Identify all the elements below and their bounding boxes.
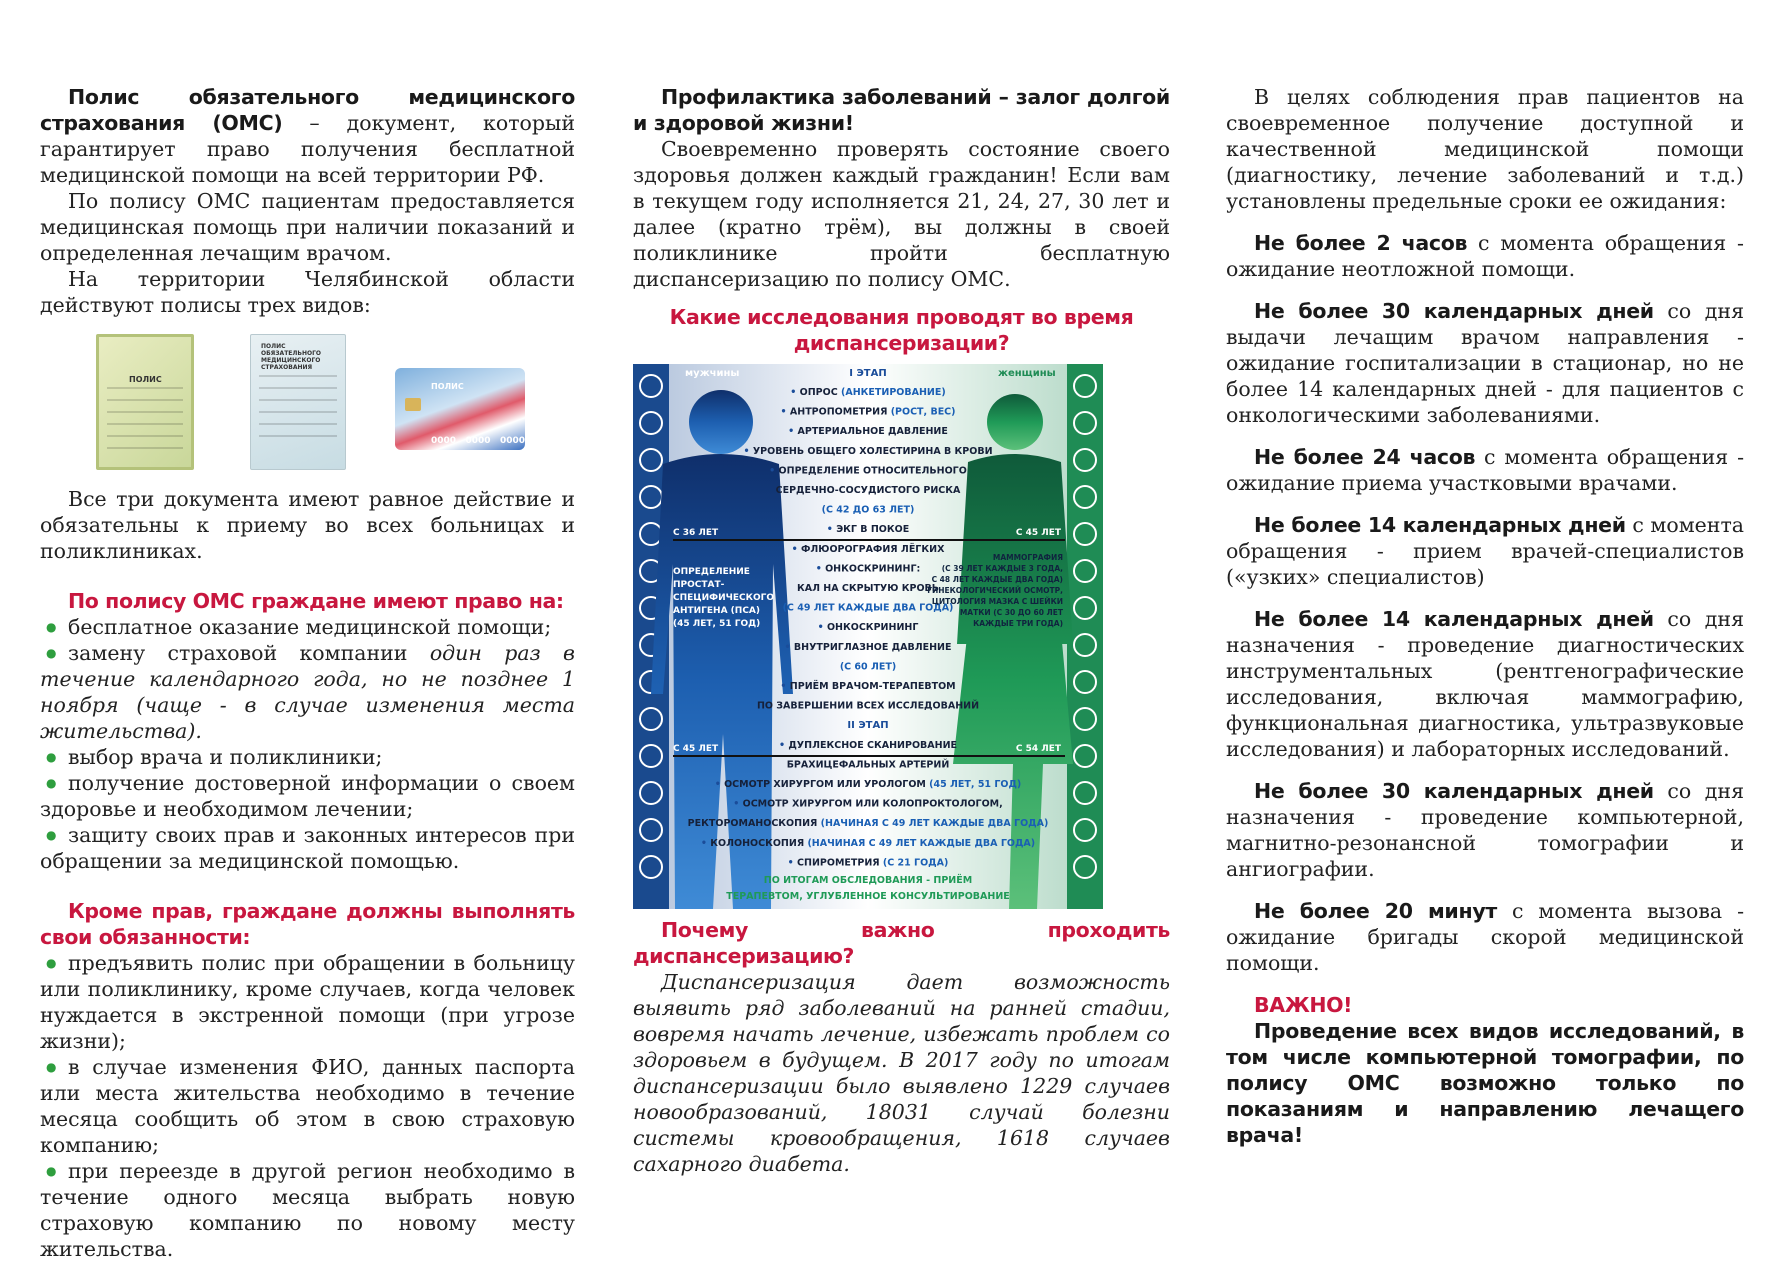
exam-line: • ОНКОСКРИНИНГ xyxy=(817,622,919,634)
list-item: ● замену страховой компании один раз в течение календарного года, но не позднее 1 ноября (чаще - в случае изменения места жительства). xyxy=(40,640,575,744)
age-label-women: С 54 ЛЕТ xyxy=(1015,744,1061,754)
women-note-line: ГИНЕКОЛОГИЧЕСКИЙ ОСМОТР, xyxy=(927,586,1063,595)
exam-line: • ЭКГ В ПОКОЕ xyxy=(826,524,910,536)
rights-title: По полису ОМС граждане имеют право на: xyxy=(68,589,564,613)
column-middle xyxy=(633,84,1170,1177)
term-item: Не более 2 часов с момента обращения - ожидание неотложной помощи. xyxy=(1226,231,1744,281)
duties-list xyxy=(40,950,575,1262)
exam-line: • АНТРОПОМЕТРИЯ (РОСТ, ВЕС) xyxy=(780,406,956,418)
exam-line: СЕРДЕЧНО-СОСУДИСТОГО РИСКА xyxy=(775,485,961,496)
oms-paragraph-3: На территории Челябинской области действуют полисы трех видов: xyxy=(40,267,575,317)
exam-line: • ОПРОС (АНКЕТИРОВАНИЕ) xyxy=(790,387,946,398)
women-note-line: МАММОГРАФИЯ xyxy=(992,553,1063,562)
term-item: Не более 24 часов с момента обращения - ожидание приема участковыми врачами. xyxy=(1226,445,1744,495)
exam-line: (С 49 ЛЕТ КАЖДЫЕ ДВА ГОДА) xyxy=(782,602,954,614)
oms-paragraph-2: По полису ОМС пациентам предоставляется медицинская помощь при наличии показаний и определенная лечащим врачом. xyxy=(40,189,575,265)
list-item: ● бесплатное оказание медицинской помощи; xyxy=(40,614,575,640)
plastic-policy-card-image xyxy=(395,368,525,472)
women-note-line: МАТКИ (С 30 ДО 60 ЛЕТ xyxy=(959,608,1063,617)
stage-1-label: I ЭТАП xyxy=(849,368,887,379)
oms-term: Полис обязательного медицинского страхования (ОМС) xyxy=(40,85,575,135)
stage-2-label: II ЭТАП xyxy=(847,720,889,732)
exam-line: • УРОВЕНЬ ОБЩЕГО ХОЛЕСТИРИНА В КРОВИ xyxy=(743,445,993,457)
men-label: мужчины xyxy=(685,368,740,379)
women-note-line: КАЖДЫЕ ТРИ ГОДА) xyxy=(973,619,1063,628)
paper-policy-image xyxy=(96,334,194,470)
exam-line: • ОСМОТР ХИРУРГОМ ИЛИ УРОЛОГОМ (45 ЛЕТ, 51 ГОД) xyxy=(714,779,1022,790)
list-item: ● выбор врача и поликлиники; xyxy=(40,744,575,770)
age-label-men: С 45 ЛЕТ xyxy=(673,744,719,754)
rights-list xyxy=(40,614,575,874)
exam-line: • ОСМОТР ХИРУРГОМ ИЛИ КОЛОПРОКТОЛОГОМ, xyxy=(733,798,1003,810)
list-item: ● в случае изменения ФИО, данных паспорта или места жительства необходимо в течение месяца сообщить об этом в свою страховую компанию; xyxy=(40,1054,575,1158)
list-item: ● предъявить полис при обращении в больницу или поликлинику, кроме случаев, когда человек нуждается в экстренной помощи (при угрозе жизни); xyxy=(40,950,575,1054)
term-item: Не более 20 минут с момента вызова - ожидание бригады скорой медицинской помощи. xyxy=(1226,899,1744,975)
exam-line: • СПИРОМЕТРИЯ (С 21 ГОДА) xyxy=(787,857,949,869)
dispensary-infographic xyxy=(633,364,1103,909)
list-item: ● получение достоверной информации о своем здоровье и необходимом лечении; xyxy=(40,770,575,822)
women-note-line: (С 39 ЛЕТ КАЖДЫЕ 3 ГОДА, xyxy=(941,564,1063,573)
men-note-line: ОПРЕДЕЛЕНИЕ xyxy=(673,567,750,577)
term-item: Не более 30 календарных дней со дня назначения - проведение компьютерной, магнитно-резонансной томографии и ангиографии. xyxy=(1226,779,1745,881)
women-note-line: ЦИТОЛОГИЯ МАЗКА С ШЕЙКИ xyxy=(931,597,1063,606)
exam-line: (С 42 ДО 63 ЛЕТ) xyxy=(821,504,915,516)
exam-line: РЕКТОРОМАНОСКОПИЯ (НАЧИНАЯ С 49 ЛЕТ КАЖДЫЕ ДВА ГОДА) xyxy=(687,818,1049,830)
column-left xyxy=(40,84,575,1262)
exam-line: • ПРИЁМ ВРАЧОМ-ТЕРАПЕВТОМ xyxy=(780,681,956,692)
exam-line: (С 60 ЛЕТ) xyxy=(839,661,897,673)
women-note-line: С 48 ЛЕТ КАЖДЫЕ ДВА ГОДА) xyxy=(931,575,1063,584)
men-note-line: (45 ЛЕТ, 51 ГОД) xyxy=(673,619,761,629)
age-label-women: С 45 ЛЕТ xyxy=(1015,528,1061,538)
list-item: ● при переезде в другой регион необходимо в течение одного месяца выбрать новую страховую компанию по новому месту жительства. xyxy=(40,1158,575,1262)
why-title: Почему важно проходить диспансеризацию? xyxy=(633,918,1170,968)
women-label: женщины xyxy=(998,368,1056,379)
chip-icon xyxy=(405,398,421,411)
important-text: Проведение всех видов исследований, в том числе компьютерной томографии, по полису ОМС возможно только по показаниям и направлению лечащего врача! xyxy=(1226,1019,1744,1147)
exam-line: БРАХИЦЕФАЛЬНЫХ АРТЕРИЙ xyxy=(786,759,950,771)
exam-line: ПО ЗАВЕРШЕНИИ ВСЕХ ИССЛЕДОВАНИЙ xyxy=(756,700,980,712)
oms-definition-text: – документ, который гарантирует право получения бесплатной медицинской помощи на всей территории РФ. xyxy=(40,111,575,187)
policy-images xyxy=(40,334,575,476)
men-note-line: АНТИГЕНА (ПСА) xyxy=(673,606,761,616)
column-right xyxy=(1226,84,1744,1148)
men-note-line: ПРОСТАТ- xyxy=(673,580,725,590)
plastic-card-label: ПОЛИС xyxy=(431,382,464,391)
why-text: Диспансеризация дает возможность выявить ряд заболеваний на ранней стадии, вовремя начать лечение, избежать проблем со здоровьем в будущем. В 2017 году по итогам диспансеризации было выявлено 1229 случаев новообразований, 18031 случай болезни системы кровообращения, 1618 случаев сахарного диабета. xyxy=(633,970,1170,1176)
form-policy-label: ПОЛИС ОБЯЗАТЕЛЬНОГО МЕДИЦИНСКОГО СТРАХОВАНИЯ xyxy=(261,343,321,371)
men-note-line: СПЕЦИФИЧЕСКОГО xyxy=(673,593,775,603)
exam-line: • ОНКОСКРИНИНГ: xyxy=(815,563,921,575)
exam-line: • АРТЕРИАЛЬНОЕ ДАВЛЕНИЕ xyxy=(788,426,948,438)
exam-line: • КОЛОНОСКОПИЯ (НАЧИНАЯ С 49 ЛЕТ КАЖДЫЕ ДВА ГОДА) xyxy=(700,837,1036,849)
terms-intro: В целях соблюдения прав пациентов на своевременное получение доступной и качественной медицинской помощи (диагностику, лечение заболеваний и т.д.) установлены предельные сроки ее ожидания: xyxy=(1226,85,1744,213)
plastic-card-number: 0000 0000 0000 0000 xyxy=(431,436,525,472)
list-item: ● защиту своих прав и законных интересов при обращении за медицинской помощью. xyxy=(40,822,575,874)
exam-line: • ВНУТРИГЛАЗНОЕ ДАВЛЕНИЕ xyxy=(784,641,952,653)
prevention-title: Профилактика заболеваний – залог долгой и здоровой жизни! xyxy=(633,85,1170,135)
infographic-svg xyxy=(633,364,1103,909)
exams-question: Какие исследования проводят во время диспансеризации? xyxy=(669,305,1134,355)
term-item: Не более 14 календарных дней с момента обращения - прием врачей-специалистов («узких» специалистов) xyxy=(1226,513,1745,589)
exam-line: • ФЛЮОРОГРАФИЯ ЛЁГКИХ xyxy=(791,543,945,555)
oms-definition xyxy=(40,84,575,188)
form-policy-image xyxy=(250,334,346,470)
exam-line: • ДУПЛЕКСНОЕ СКАНИРОВАНИЕ xyxy=(778,739,958,751)
oms-paragraph-4: Все три документа имеют равное действие и обязательны к приему во всех больницах и поликлиниках. xyxy=(40,487,575,563)
term-item: Не более 14 календарных дней со дня назначения - проведение диагностических инструментальных (рентгенографические исследования, включая маммографию, функциональная диагностика, ультразвуковые исследования) и лабораторных исследований. xyxy=(1226,607,1745,761)
paper-policy-label: ПОЛИС xyxy=(129,375,162,384)
term-item: Не более 30 календарных дней со дня выдачи лечащим врачом направления - ожидание госпитализации в стационар, но не более 14 календарных дней - для пациентов с онкологическими заболеваниями. xyxy=(1226,299,1745,427)
prevention-intro: Своевременно проверять состояние своего здоровья должен каждый гражданин! Если вам в текущем году исполняется 21, 24, 27, 30 лет и далее (кратно трём), вы должны в своей поликлинике пройти бесплатную диспансеризацию по полису ОМС. xyxy=(633,137,1170,291)
duties-title: Кроме прав, граждане должны выполнять свои обязанности: xyxy=(40,899,575,949)
final-line-1: ПО ИТОГАМ ОБСЛЕДОВАНИЯ - ПРИЁМ xyxy=(763,875,973,886)
exam-line: • ОПРЕДЕЛЕНИЕ ОТНОСИТЕЛЬНОГО xyxy=(769,465,967,477)
exam-line: КАЛ НА СКРЫТУЮ КРОВЬ xyxy=(796,583,940,594)
important-title: ВАЖНО! xyxy=(1254,993,1353,1017)
final-line-2: ТЕРАПЕВТОМ, УГЛУБЛЕННОЕ КОНСУЛЬТИРОВАНИЕ xyxy=(726,891,1010,902)
age-label-men: С 36 ЛЕТ xyxy=(673,528,719,538)
